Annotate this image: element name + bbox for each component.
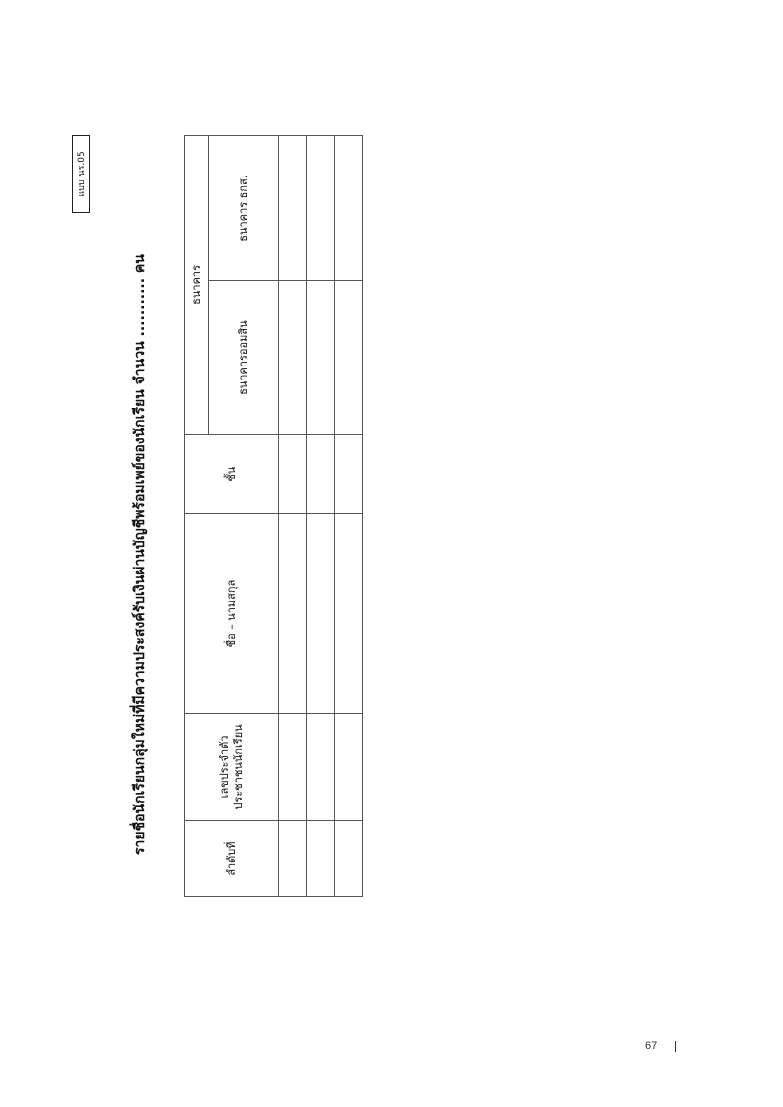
- form-code-box: [72, 135, 90, 213]
- cell-grade: [306, 434, 334, 514]
- page-number: 67: [645, 1040, 658, 1052]
- cell-baac: [334, 136, 362, 281]
- header-grade: ชั้น: [184, 434, 278, 514]
- cell-baac: [306, 136, 334, 281]
- header-id-line2: ประชาชนนักเรียน: [231, 724, 244, 810]
- cell-gsb: [334, 281, 362, 434]
- header-bank-group: ธนาคาร: [184, 136, 208, 435]
- header-bank-gsb: ธนาคารออมสิน: [208, 281, 278, 434]
- cell-order: [278, 821, 306, 897]
- cell-id: [306, 713, 334, 821]
- cell-order: [334, 821, 362, 897]
- rotated-page-content: [72, 135, 712, 915]
- table-row: [306, 136, 334, 897]
- cell-gsb: [306, 281, 334, 434]
- table-row: [278, 136, 306, 897]
- page-number-divider: [675, 1041, 676, 1052]
- header-bank-baac: ธนาคาร ธกส.: [208, 136, 278, 281]
- header-name: ชื่อ – นามสกุล: [184, 514, 278, 713]
- header-id-line1: เลขประจำตัว: [217, 735, 231, 799]
- cell-id: [334, 713, 362, 821]
- cell-gsb: [278, 281, 306, 434]
- cell-name: [306, 514, 334, 713]
- form-code: แบบ นร.05: [76, 151, 87, 197]
- cell-grade: [334, 434, 362, 514]
- page-title: รายชื่อนักเรียนกลุ่มใหม่ที่มีความประสงค์รับเงินผ่านบัญชีพร้อมเพย์ของนักเรียน จำนวน ........... คน: [131, 254, 148, 855]
- student-table: [184, 135, 363, 897]
- cell-id: [278, 713, 306, 821]
- table-row: [334, 136, 362, 897]
- header-id: [184, 713, 278, 821]
- cell-order: [306, 821, 334, 897]
- cell-name: [334, 514, 362, 713]
- cell-grade: [278, 434, 306, 514]
- cell-baac: [278, 136, 306, 281]
- header-order: ลำดับที่: [184, 821, 278, 897]
- cell-name: [278, 514, 306, 713]
